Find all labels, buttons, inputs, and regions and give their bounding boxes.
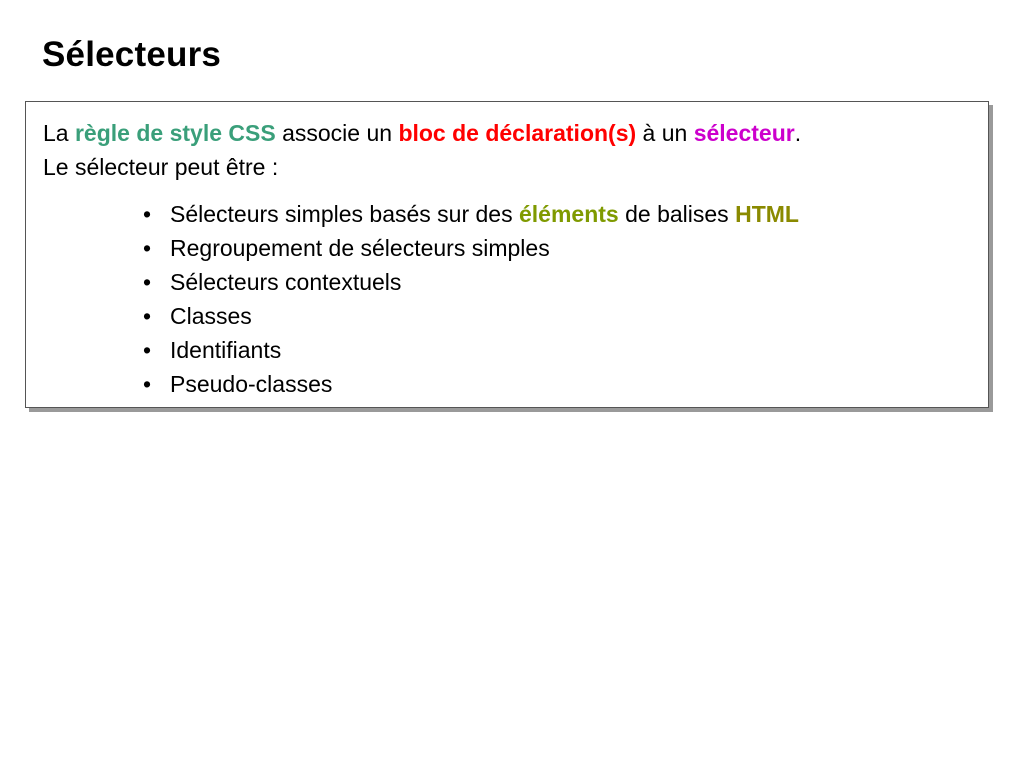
list-item bbox=[143, 231, 799, 265]
list-item bbox=[143, 299, 799, 333]
list-item bbox=[143, 333, 799, 367]
item-text: Classes bbox=[170, 303, 252, 329]
item-text: de balises bbox=[625, 201, 729, 227]
intro-end: . bbox=[794, 120, 802, 146]
item-text: Sélecteurs simples basés sur des bbox=[170, 201, 513, 227]
bullet-icon: • bbox=[143, 269, 152, 295]
slide-title: Sélecteurs bbox=[42, 35, 222, 74]
keyword-selector: sélecteur bbox=[693, 120, 795, 146]
list-item bbox=[143, 265, 799, 299]
list-item bbox=[143, 197, 799, 231]
keyword-html: HTML bbox=[735, 201, 799, 227]
keyword-declaration-block: bloc de déclaration(s) bbox=[398, 120, 637, 146]
intro-prefix: La bbox=[43, 120, 69, 146]
item-text: Regroupement de sélecteurs simples bbox=[170, 235, 550, 261]
list-item bbox=[143, 367, 799, 401]
keyword-elements: éléments bbox=[519, 201, 619, 227]
intro-line-2: Le sélecteur peut être : bbox=[43, 154, 279, 180]
keyword-rule-style: règle de style CSS bbox=[74, 120, 276, 146]
item-text: Sélecteurs contextuels bbox=[170, 269, 402, 295]
item-text: Identifiants bbox=[170, 337, 282, 363]
bullet-icon: • bbox=[143, 303, 152, 329]
item-text: Pseudo-classes bbox=[170, 371, 333, 397]
content-box bbox=[25, 101, 989, 408]
bullet-icon: • bbox=[143, 235, 152, 261]
selector-types-list bbox=[143, 197, 799, 401]
intro-sentence bbox=[43, 118, 801, 148]
bullet-icon: • bbox=[143, 371, 152, 397]
bullet-icon: • bbox=[143, 337, 152, 363]
intro-connector: à un bbox=[642, 120, 688, 146]
bullet-icon: • bbox=[143, 201, 152, 227]
intro-middle: associe un bbox=[282, 120, 393, 146]
